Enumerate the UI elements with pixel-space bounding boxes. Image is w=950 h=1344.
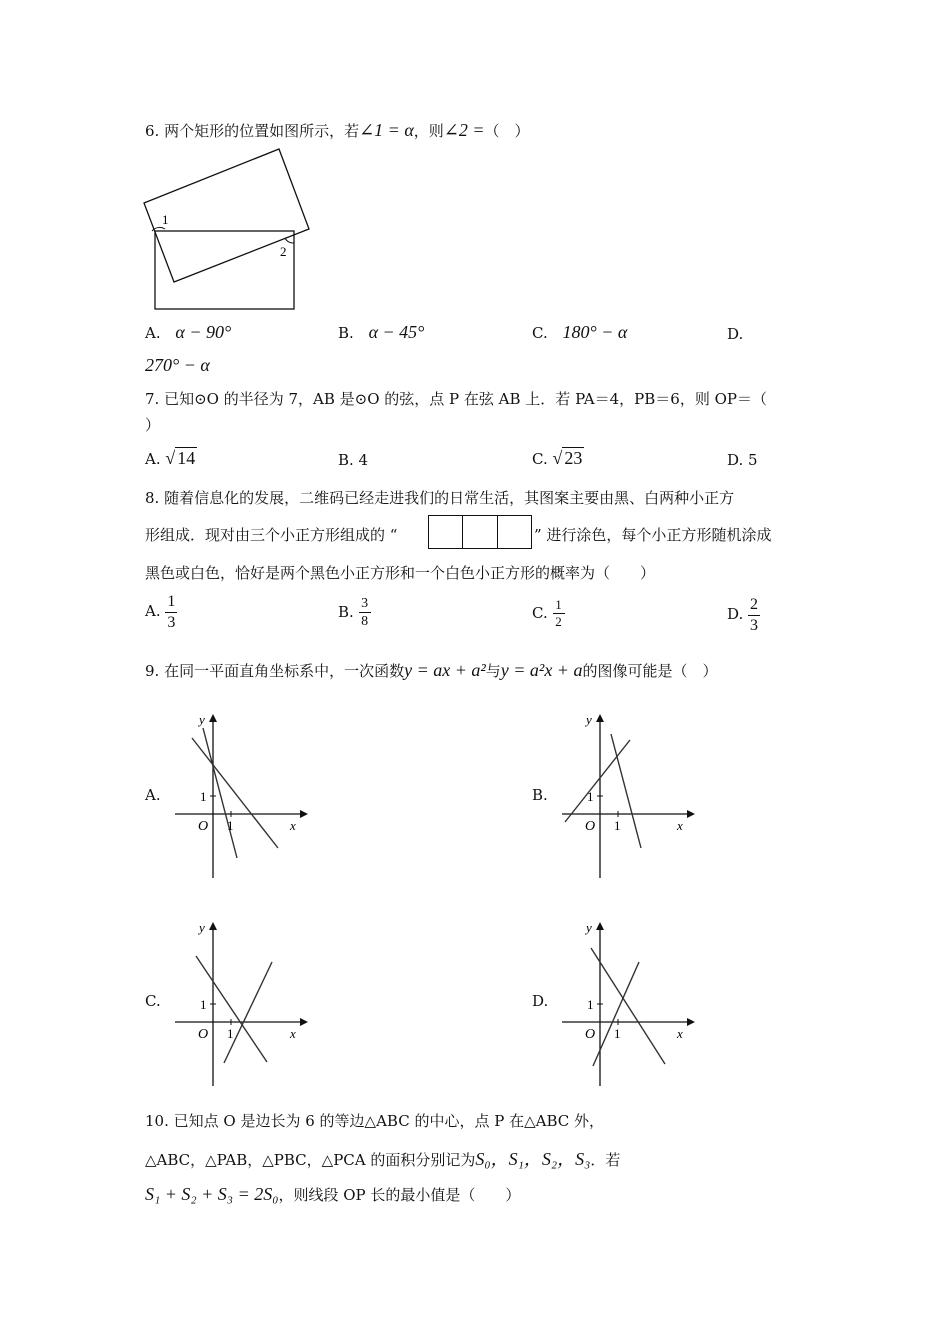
q6-option-c[interactable]	[532, 322, 627, 343]
q8-option-c-den: 2	[555, 614, 562, 630]
q8-stem-line3: 黑色或白色，恰好是两个黑色小正方形和一个白色小正方形的概率为（ ）	[145, 564, 656, 582]
q8-option-b-den: 8	[361, 614, 369, 630]
q6-option-b-value: α − 45°	[368, 322, 425, 342]
q8-option-d-letter: D.	[727, 605, 744, 624]
x-tick-label: 1	[227, 1026, 234, 1041]
y-tick-label: 1	[587, 997, 594, 1012]
q7-option-c-letter: C.	[532, 450, 548, 468]
q8-option-d-fraction	[748, 596, 760, 634]
x-axis-arrow	[687, 1018, 695, 1026]
q10-line3-tail: ，则线段 OP 长的最小值是（ ）	[278, 1186, 521, 1204]
q7-option-a-letter: A.	[145, 450, 161, 468]
q8-option-d[interactable]	[727, 596, 760, 634]
q6-mid: ，则	[413, 122, 444, 140]
q8-option-d-den: 3	[750, 616, 759, 634]
q10-equation: S₁ + S₂ + S₃ = 2S₀	[145, 1184, 279, 1204]
q7-option-b[interactable]: B. 4	[338, 451, 369, 469]
origin-label: O	[198, 1027, 209, 1042]
q8-option-a-letter: A.	[145, 602, 161, 621]
y-label: y	[586, 712, 592, 727]
q9-conj: 与	[485, 662, 501, 680]
q6-option-d-value: 270° − α	[145, 355, 210, 375]
q8-stem-line2a: 形组成．现对由三个小正方形组成的 “	[145, 526, 398, 544]
q7-option-c-sqrt: √ 23	[552, 448, 583, 468]
q7-option-d[interactable]: D. 5	[727, 451, 758, 469]
q8-square-2	[463, 516, 497, 548]
q8-square-3	[498, 516, 531, 548]
x-label: x	[677, 818, 683, 833]
q6-option-d[interactable]	[727, 325, 743, 343]
q9-option-d-label[interactable]: D.	[532, 992, 549, 1010]
q7-option-c[interactable]	[532, 448, 584, 469]
q10-line2-text: △ABC，△PAB，△PBC，△PCA 的面积分别记为	[145, 1151, 476, 1169]
q8-option-c-num: 1	[555, 597, 562, 612]
graph-c-line-2	[224, 962, 272, 1063]
q6-option-a-value: α − 90°	[175, 322, 232, 342]
q8-option-b[interactable]	[338, 596, 371, 630]
q8-option-b-num: 3	[361, 596, 369, 611]
q6-ask: ∠2 =	[443, 120, 485, 140]
q7-option-a-sqrt: √ 14	[165, 448, 196, 468]
x-tick-label: 1	[614, 818, 621, 833]
q6-option-c-letter: C.	[532, 324, 548, 342]
x-axis-arrow	[300, 1018, 308, 1026]
x-label: x	[290, 818, 296, 833]
y-tick-label: 1	[200, 997, 207, 1012]
x-tick-label: 1	[614, 1026, 621, 1041]
q6-rectangles-figure	[140, 145, 320, 315]
y-axis-arrow	[596, 714, 604, 722]
q8-three-squares	[428, 515, 532, 549]
q9-option-c-label[interactable]: C.	[145, 992, 161, 1010]
q8-option-b-fraction	[359, 596, 371, 630]
q6-option-b-letter: B.	[338, 324, 354, 342]
q10-line2-tail: ．若	[590, 1151, 621, 1169]
q9-function-1: y = ax + a²	[404, 660, 486, 680]
q6-condition: ∠1 = α	[359, 120, 414, 140]
y-label: y	[199, 920, 205, 935]
q8-option-a-den: 3	[167, 613, 176, 631]
q8-option-d-num: 2	[750, 596, 759, 613]
q9-option-a-label[interactable]: A.	[145, 786, 161, 804]
q6-option-b[interactable]	[338, 322, 424, 343]
x-tick-label: 1	[227, 818, 234, 833]
q10-stem-line3	[145, 1184, 520, 1205]
q7-stem: 7. 已知⊙O 的半径为 7，AB 是⊙O 的弦，点 P 在弦 AB 上．若 PA＝4，PB＝6，则 OP＝（	[145, 390, 767, 408]
graph-b-line-1	[565, 740, 630, 822]
q9-option-b-label[interactable]: B.	[532, 786, 548, 804]
q8-option-a[interactable]	[145, 593, 177, 631]
x-label: x	[677, 1026, 683, 1041]
q10-stem-line1: 10. 已知点 O 是边长为 6 的等边△ABC 的中心，点 P 在△ABC 外，	[145, 1112, 604, 1130]
y-axis-arrow	[596, 922, 604, 930]
q9-tail: 的图像可能是（ ）	[582, 662, 718, 680]
q6-angle1-label: 1	[162, 212, 169, 227]
q8-option-a-fraction	[165, 593, 177, 631]
q8-option-b-letter: B.	[338, 602, 354, 621]
q6-stem-text: 6. 两个矩形的位置如图所示，若	[145, 122, 360, 140]
y-label: y	[586, 920, 592, 935]
q6-angle2-label: 2	[280, 244, 287, 259]
q9-graph-d[interactable]	[557, 918, 697, 1090]
q10-stem-line2	[145, 1145, 620, 1171]
q8-stem-line2b: ” 进行涂色，每个小正方形随机涂成	[534, 526, 772, 544]
y-tick-label: 1	[587, 789, 594, 804]
q6-option-d-letter: D.	[727, 325, 744, 343]
q10-area-symbols: S₀，S₁，S₂，S₃	[475, 1149, 591, 1169]
q6-stem	[145, 120, 530, 141]
x-axis-arrow	[687, 810, 695, 818]
y-axis-arrow	[209, 922, 217, 930]
q6-tilted-rectangle	[144, 149, 309, 282]
q6-option-a[interactable]	[145, 322, 231, 343]
q9-graph-a[interactable]	[170, 710, 310, 882]
y-label: y	[199, 712, 205, 727]
q7-option-a-radicand: 14	[177, 448, 196, 468]
q8-option-c-letter: C.	[532, 603, 548, 622]
x-label: x	[290, 1026, 296, 1041]
q8-square-1	[429, 516, 463, 548]
q9-stem-text: 9. 在同一平面直角坐标系中，一次函数	[145, 662, 405, 680]
q8-stem-line1: 8. 随着信息化的发展，二维码已经走进我们的日常生活，其图案主要由黑、白两种小正方	[145, 489, 735, 507]
q7-stem-close: ）	[145, 416, 161, 434]
origin-label: O	[198, 819, 209, 834]
q7-option-a[interactable]	[145, 448, 197, 469]
q9-stem	[145, 660, 717, 681]
q9-graph-b[interactable]	[557, 710, 697, 882]
q6-option-c-value: 180° − α	[562, 322, 628, 342]
q6-option-a-letter: A.	[145, 324, 161, 342]
x-axis-arrow	[300, 810, 308, 818]
q8-option-a-num: 1	[167, 593, 176, 610]
y-axis-arrow	[209, 714, 217, 722]
graph-a-line-2	[203, 728, 237, 858]
origin-label: O	[585, 1027, 596, 1042]
q7-option-c-radicand: 23	[564, 448, 583, 468]
q6-paren: （ ）	[484, 122, 530, 140]
q9-graph-c[interactable]	[170, 918, 310, 1090]
y-tick-label: 1	[200, 789, 207, 804]
q8-option-c-fraction	[553, 598, 565, 630]
q9-function-2: y = a²x + a	[500, 660, 583, 680]
q6-angle2-arc	[285, 238, 294, 243]
origin-label: O	[585, 819, 596, 834]
q8-option-c[interactable]	[532, 598, 565, 630]
